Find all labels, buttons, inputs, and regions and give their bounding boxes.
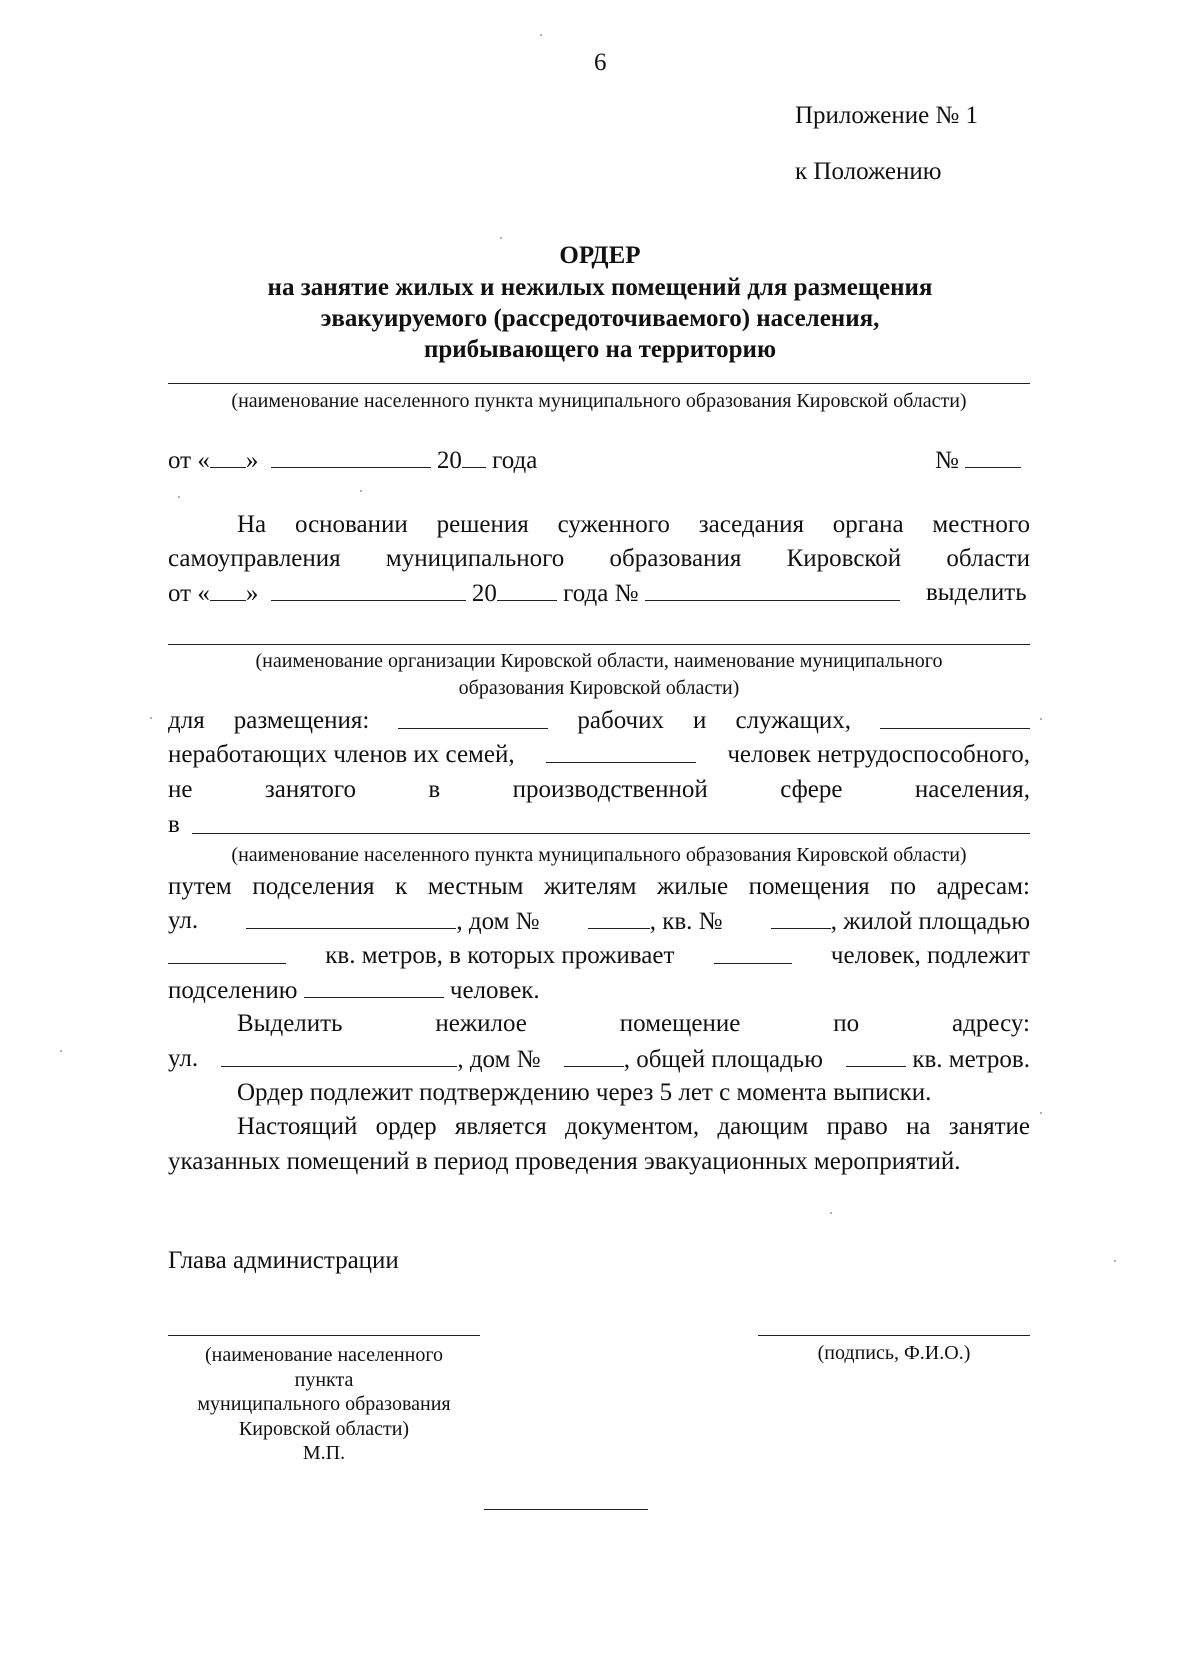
word: местного — [932, 511, 1030, 538]
placement-line2 — [168, 742, 1030, 767]
resettle-count-blank — [304, 977, 444, 998]
caption-line: пункта — [294, 1368, 354, 1391]
settlement-caption: (наименование населенного пункта муниципального образования Кировской области) — [231, 390, 967, 412]
word: дающим — [717, 1113, 809, 1140]
word: производственной — [512, 776, 708, 803]
word: по — [890, 873, 917, 900]
word: Настоящий — [237, 1113, 358, 1140]
caption-line: муниципального образования — [197, 1393, 451, 1415]
word: Кировской — [786, 545, 902, 572]
nonres-line1 — [237, 1011, 1030, 1036]
flat-label: , кв. № — [649, 908, 723, 935]
day-blank — [210, 580, 246, 601]
word: образования — [609, 545, 742, 572]
head-of-administration: Глава администрации — [168, 1247, 399, 1274]
word: документом, — [565, 1113, 700, 1140]
word: жилые — [657, 873, 729, 900]
resettle-line4 — [168, 977, 540, 1003]
flat-blank — [771, 908, 831, 929]
settlement-name-line-2 — [192, 833, 1030, 834]
word: помещения — [748, 873, 870, 900]
organization-caption-2: образования Кировской области) — [458, 677, 740, 699]
word: решения — [436, 511, 529, 538]
non-working-text: неработающих членов их семей, — [168, 741, 515, 768]
word: муниципального — [385, 545, 565, 572]
chelovek-word: человек. — [449, 977, 540, 1004]
word: подселения — [252, 873, 375, 900]
word: размещения: — [233, 707, 370, 734]
document-statement-line2: указанных помещений в период проведения эвакуационных мероприятий. — [168, 1148, 961, 1175]
appendix-reference: к Положению — [795, 158, 942, 185]
resettle-line3 — [168, 943, 1030, 968]
word: органа — [832, 511, 904, 538]
sqm-residents-text: кв. метров, в которых проживает — [325, 942, 675, 969]
nonres-line2 — [168, 1046, 1030, 1072]
order-number — [935, 447, 1021, 473]
title-line-3: прибывающего на территорию — [423, 336, 777, 363]
caption-line: (наименование населенного — [204, 1344, 444, 1366]
word: ордер — [375, 1113, 437, 1140]
document-statement-line1 — [237, 1114, 1030, 1139]
title-line-2: эвакуируемого (рассредоточиваемого) населения, — [320, 305, 880, 332]
sqm-label: кв. метров. — [912, 1046, 1030, 1073]
decision-year-number: года № — [563, 580, 639, 607]
organization-name-line — [168, 644, 1030, 645]
scan-speck — [360, 490, 362, 492]
signature-caption: (подпись, Ф.И.О.) — [817, 1342, 971, 1364]
word: для — [168, 707, 205, 734]
year-blank — [497, 580, 557, 601]
word: на — [905, 1113, 931, 1140]
scan-speck — [540, 34, 542, 36]
stamp-place: М.П. — [302, 1442, 346, 1464]
area-blank — [168, 943, 286, 964]
vydelit-word: выделить — [926, 579, 1027, 606]
word: помещение — [619, 1010, 741, 1037]
family-count-blank — [546, 742, 696, 763]
date-ot: от « — [168, 447, 210, 474]
right-signature-line — [758, 1335, 1030, 1336]
settlement-name-line — [168, 383, 1030, 384]
word: населения, — [914, 776, 1030, 803]
nonres-house-blank — [564, 1046, 624, 1067]
word: в — [428, 776, 441, 803]
appendix-number: Приложение № 1 — [795, 102, 979, 129]
placement-line1 — [168, 708, 1030, 733]
word: право — [826, 1113, 888, 1140]
month-blank — [271, 580, 466, 601]
bottom-separator — [484, 1509, 648, 1510]
scan-speck — [1114, 1260, 1116, 1262]
word: заседания — [698, 511, 804, 538]
organization-caption-1: (наименование организации Кировской области, наименование муниципального — [255, 650, 943, 672]
living-area-label: , жилой площадью — [830, 908, 1030, 935]
scan-speck — [830, 1212, 832, 1214]
street-label: ул. — [168, 907, 199, 934]
employees-count-blank — [880, 708, 1030, 729]
number-blank — [965, 447, 1021, 468]
nonres-street-blank — [221, 1046, 457, 1067]
word: сфере — [780, 776, 843, 803]
title-line-1: на занятие жилых и нежилых помещений для размещения — [267, 274, 933, 301]
street-label: ул. — [168, 1045, 199, 1072]
residents-blank — [714, 943, 792, 964]
scan-speck — [178, 496, 180, 498]
word: суженного — [557, 511, 670, 538]
number-sign: № — [935, 447, 959, 474]
word: не — [168, 776, 193, 803]
house-label: , дом № — [457, 1046, 541, 1073]
house-blank — [588, 908, 650, 929]
left-signature-line — [168, 1335, 480, 1336]
word: занятие — [948, 1113, 1030, 1140]
placement-line3 — [168, 777, 1030, 802]
street-blank — [246, 908, 456, 929]
word: служащих, — [735, 707, 851, 734]
date-ot: от « — [168, 580, 210, 607]
scan-speck — [60, 1050, 62, 1052]
para1-line3 — [168, 580, 900, 606]
house-label: , дом № — [456, 908, 540, 935]
word: занятого — [264, 776, 356, 803]
word: по — [833, 1010, 860, 1037]
year-blank — [462, 447, 486, 468]
para1-line2 — [168, 546, 1030, 571]
decision-number-blank — [645, 580, 900, 601]
word: нежилое — [435, 1010, 527, 1037]
word: и — [693, 707, 707, 734]
word: путем — [168, 873, 232, 900]
day-blank — [210, 447, 246, 468]
scan-speck — [1040, 1112, 1042, 1114]
placement-v: в — [168, 811, 180, 838]
confirmation-text: Ордер подлежит подтверждению через 5 лет с момента выписки. — [237, 1079, 932, 1106]
left-signature-caption — [168, 1343, 480, 1466]
word: основании — [294, 511, 408, 538]
word: является — [454, 1113, 547, 1140]
scan-speck — [150, 717, 152, 719]
date-close-quote: » — [245, 447, 259, 474]
word: На — [237, 511, 267, 538]
caption-line: Кировской области) — [238, 1417, 410, 1440]
word: области — [946, 545, 1030, 572]
resettle-line2 — [168, 908, 1030, 934]
word: к — [395, 873, 408, 900]
total-area-label: , общей площадью — [623, 1046, 823, 1073]
document-title: ОРДЕР — [559, 242, 641, 269]
year-prefix: 20 — [436, 447, 462, 474]
word: адресу: — [952, 1010, 1030, 1037]
word: адресам: — [936, 873, 1030, 900]
podseleniyu-word: подселению — [168, 977, 298, 1004]
para1-line1 — [237, 512, 1030, 537]
word: рабочих — [577, 707, 665, 734]
date-close-quote: » — [245, 580, 259, 607]
scan-speck — [500, 237, 502, 239]
page-number: 6 — [594, 49, 607, 76]
workers-count-blank — [398, 708, 548, 729]
word: жителям — [543, 873, 637, 900]
year-word: года — [492, 447, 538, 474]
settlement-caption-2: (наименование населенного пункта муниципального образования Кировской области) — [231, 844, 967, 866]
month-blank — [271, 447, 431, 468]
subject-text: человек, подлежит — [830, 942, 1030, 969]
disabled-text: человек нетрудоспособного, — [727, 741, 1030, 768]
word: местным — [427, 873, 524, 900]
year-prefix: 20 — [471, 580, 497, 607]
word: Выделить — [237, 1010, 343, 1037]
scan-speck — [1040, 718, 1042, 720]
word: самоуправления — [168, 545, 341, 572]
resettle-line1 — [168, 874, 1030, 899]
order-date-row — [168, 447, 537, 473]
nonres-area-blank — [846, 1046, 906, 1067]
